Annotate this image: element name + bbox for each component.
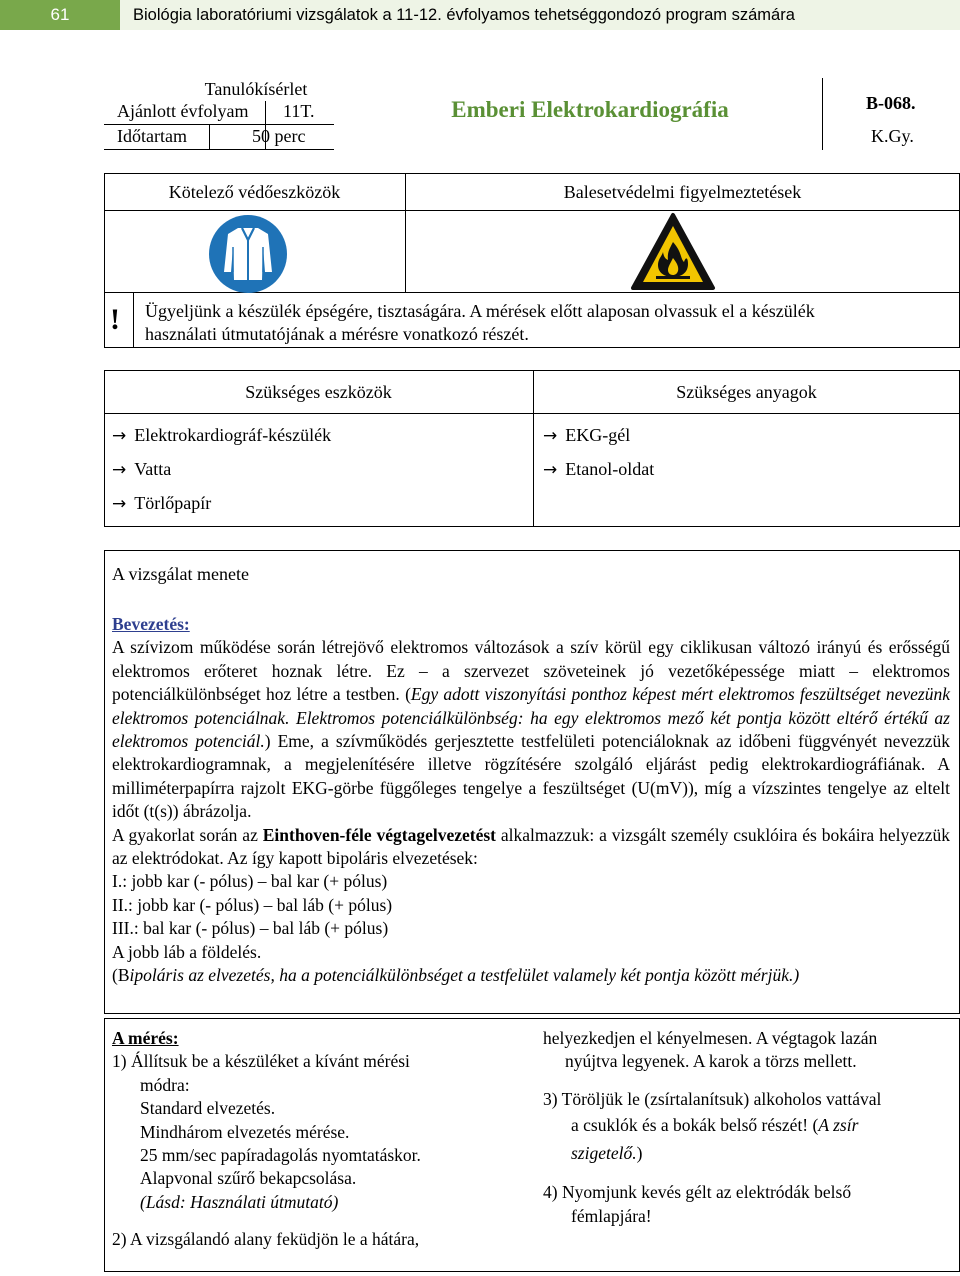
measurement-left-column: [112, 1027, 522, 1252]
step-1-continued: módra:: [140, 1074, 190, 1095]
duration-value: 50 perc: [252, 126, 306, 146]
info-divider-2: [209, 125, 210, 149]
ground-note: A jobb láb a földelés.: [112, 941, 262, 962]
running-title: Biológia laboratóriumi vizsgálatok a 11-12. évfolyamos tehetséggondozó program számára: [133, 6, 795, 24]
materials-heading: Szükséges anyagok: [676, 382, 817, 402]
step-1-note: (Lásd: Használati útmutató): [140, 1191, 339, 1212]
protective-equipment-heading: Kötelező védőeszközök: [168, 182, 341, 202]
procedure-heading: A vizsgálat menete: [112, 564, 249, 584]
step-4: 4) Nyomjunk kevés gélt az elektródák belső: [543, 1182, 852, 1203]
introduction-text: [112, 613, 950, 988]
step-2: 2) A vizsgálandó alany feküdjön le a hátára,: [112, 1229, 420, 1250]
tool-item: → Elektrokardiográf-készülék: [112, 425, 332, 446]
introduction-heading: Bevezetés:: [112, 614, 190, 634]
measurement-right-column: [543, 1027, 953, 1228]
author-initials: K.Gy.: [871, 126, 914, 146]
duration-label: Időtartam: [117, 126, 187, 146]
notice-mark: !: [110, 303, 120, 336]
bipolar-definition: (Bipoláris az elvezetés, ha a potenciálkülönbséget a testfelület valamely két pontja között mérjük.): [112, 965, 800, 986]
step-1-option: Alapvonal szűrő bekapcsolása.: [140, 1168, 357, 1189]
arrow-icon: →: [112, 494, 127, 514]
notice-divider: [133, 293, 134, 348]
safety-header-line: [104, 210, 960, 211]
step-1-option: 25 mm/sec papíradagolás nyomtatáskor.: [140, 1145, 421, 1166]
experiment-title: Emberi Elektrokardiográfia: [451, 97, 729, 122]
tools-heading: Szükséges eszközök: [245, 382, 392, 402]
notice-line-1: Ügyeljünk a készülék épségére, tisztaságára. A mérések előtt alaposan olvassuk el a készülék: [145, 301, 815, 321]
arrow-icon: →: [543, 426, 558, 446]
step-4-continued: fémlapjára!: [571, 1205, 652, 1226]
grade-label: Ajánlott évfolyam: [117, 101, 249, 121]
arrow-icon: →: [543, 460, 558, 480]
measurement-heading: A mérés:: [112, 1028, 179, 1048]
flammable-warning-icon: [630, 212, 716, 292]
page-number: 61: [0, 0, 120, 30]
material-item: → Etanol-oldat: [543, 459, 655, 480]
tool-item: → Vatta: [112, 459, 172, 480]
arrow-icon: →: [112, 460, 127, 480]
info-bottom-line: [104, 149, 334, 150]
step-1-option: Mindhárom elvezetés mérése.: [140, 1121, 350, 1142]
lab-coat-icon: [208, 214, 288, 294]
material-item: → EKG-gél: [543, 425, 631, 446]
experiment-type: Tanulókísérlet: [204, 79, 308, 99]
step-2-continued: helyezkedjen el kényelmesen. A végtagok lazán: [543, 1028, 878, 1048]
experiment-code: B-068.: [866, 93, 916, 113]
lead-3: III.: bal kar (- pólus) – bal láb (+ pólus): [112, 918, 389, 939]
step-2-continued: nyújtva legyenek. A karok a törzs mellett.: [565, 1051, 857, 1072]
step-1-option: Standard elvezetés.: [140, 1098, 276, 1119]
step-1: 1) Állítsuk be a készüléket a kívánt mérési: [112, 1051, 410, 1072]
warning-heading: Balesetvédelmi figyelmeztetések: [563, 182, 802, 202]
step-3-continued: szigetelő.): [571, 1143, 643, 1164]
requirements-header-line: [104, 413, 960, 414]
arrow-icon: →: [112, 426, 127, 446]
notice-line-2: használati útmutatójának a mérésre vonatkozó részét.: [145, 324, 529, 344]
introduction-paragraph: A szívizom működése során létrejövő elektromos változások a szív körül egy ciklikusan változó irányú és erősségű elektromos erőteret hoznak létre. Ez – a szervezet szöveteinek jó vezetőképessége miatt – elektromos potenciálkülönbséget hoz létre a testben. (Egy adott viszonyítási ponthoz képest mért elektromos feszültséget nevezünk elektromos potenciálnak. Elektromos potenciálkülönbség: ha egy elektromos mező két pontja között eltérő értékű az elektromos potenciál.) Eme, a szívműködés gerjesztette testfelületi potenciáloknak az időbeni függvényét nevezzük elektrokardiogramnak, a megjelenítésére illetve rögzítésére szolgáló eljárást pedig elektrokardiográfiának. A milliméterpapírra rajzolt EKG-görbe függőleges tengelye a feszültséget (U(mV)), míg a vízszintes tengelye az eltelt időt (t(s)) ábrázolja.: [112, 637, 950, 822]
step-3: 3) Töröljük le (zsírtalanítsuk) alkoholos vattával: [543, 1088, 882, 1109]
grade-value: 11T.: [283, 101, 315, 121]
tool-item: → Törlőpapír: [112, 493, 212, 514]
lead-1: I.: jobb kar (- pólus) – bal kar (+ pólus): [112, 871, 388, 892]
einthoven-paragraph: A gyakorlat során az Einthoven-féle végtagelvezetést alkalmazzuk: a vizsgált személy csuklóira és bokáira helyezzük az elektródokat. Az így kapott bipoláris elvezetések:: [112, 824, 951, 869]
step-3-continued: a csuklók és a bokák belső részét! (A zsír: [571, 1115, 859, 1136]
running-header: [0, 0, 960, 30]
lead-2: II.: jobb kar (- pólus) – bal láb (+ pólus): [112, 894, 393, 915]
